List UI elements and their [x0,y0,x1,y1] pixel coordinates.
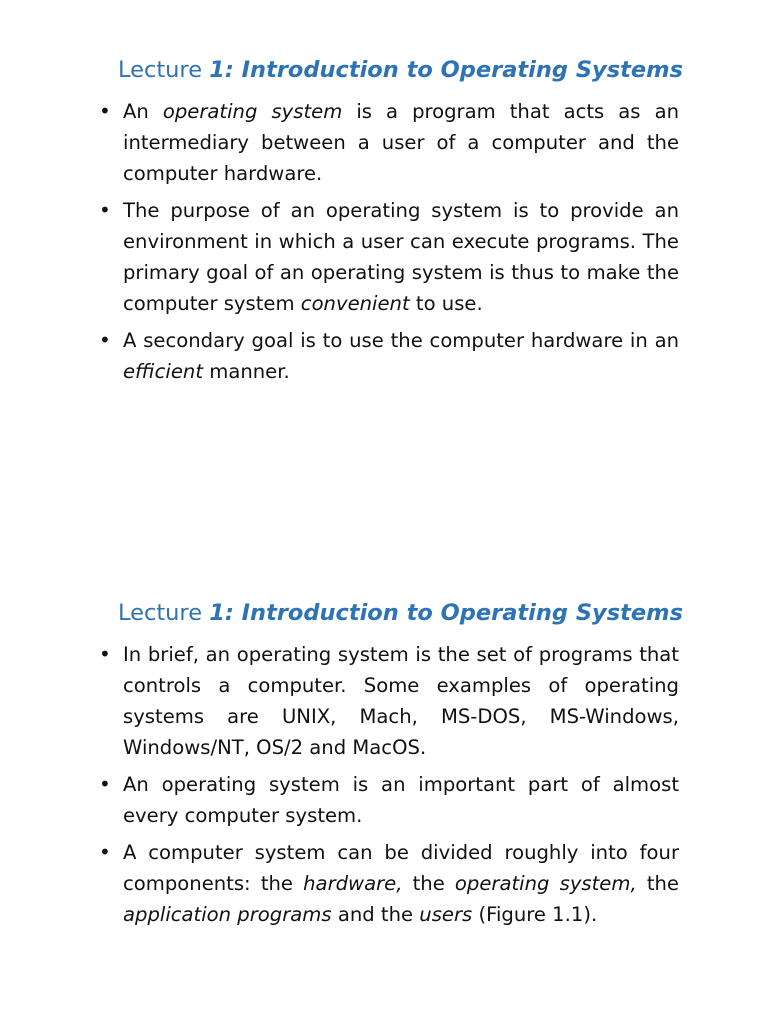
bullet-text [123,325,679,387]
bullet-dot: • [99,772,111,796]
slide-title [118,50,768,90]
text-run: (Figure 1.1). [472,903,598,926]
title-lecture-word: Lecture [118,600,210,626]
bullet-text [123,96,679,189]
emphasized-term: hardware, [303,872,403,895]
emphasized-term: operating system, [454,872,637,895]
emphasized-term: operating system [162,100,343,123]
bullet-text [123,769,679,831]
slide-title [118,593,768,633]
emphasized-term: application programs [123,903,332,926]
bullet-item [0,769,768,831]
text-run: An operating system is an important part of almost every computer system. [123,773,679,827]
text-run: to use. [409,292,483,315]
emphasized-term: efficient [123,360,204,383]
text-run: The purpose of an operating system is to provide an environment in which a user can execute programs. The primary goal of an operating system is thus to make the computer system [123,199,679,315]
bullet-dot: • [99,840,111,864]
text-run: the [402,872,455,895]
text-run: the [636,872,679,895]
bullet-item [0,639,768,763]
bullet-list [0,639,768,930]
emphasized-term: users [419,903,473,926]
bullet-text [123,195,679,319]
bullet-item [0,195,768,319]
bullet-dot: • [99,99,111,123]
bullet-item [0,96,768,189]
bullet-text [123,837,679,930]
text-run: is a program that acts as an intermediary between a user of a computer and the computer hardware. [123,100,679,185]
title-lecture-word: Lecture [118,57,210,83]
text-run: A computer system can be divided roughly into four components: the [123,841,679,895]
bullet-dot: • [99,642,111,666]
bullet-item [0,325,768,387]
text-run: In brief, an operating system is the set of programs that controls a computer. Some examples of operating systems are UNIX, Mach, MS-DOS, MS-Windows, Windows/NT, OS/2 and MacOS. [123,643,679,759]
text-run: and the [331,903,420,926]
bullet-text [123,639,679,763]
title-emphasis: 1: Introduction to Operating Systems [209,57,683,83]
text-run: A secondary goal is to use the computer hardware in an [123,329,679,352]
text-run: An [123,100,163,123]
slide-1 [0,50,768,393]
bullet-dot: • [99,328,111,352]
bullet-dot: • [99,198,111,222]
text-run: manner. [203,360,290,383]
bullet-item [0,837,768,930]
title-emphasis: 1: Introduction to Operating Systems [209,600,683,626]
bullet-list [0,96,768,387]
slide-2 [0,593,768,936]
emphasized-term: convenient [300,292,410,315]
